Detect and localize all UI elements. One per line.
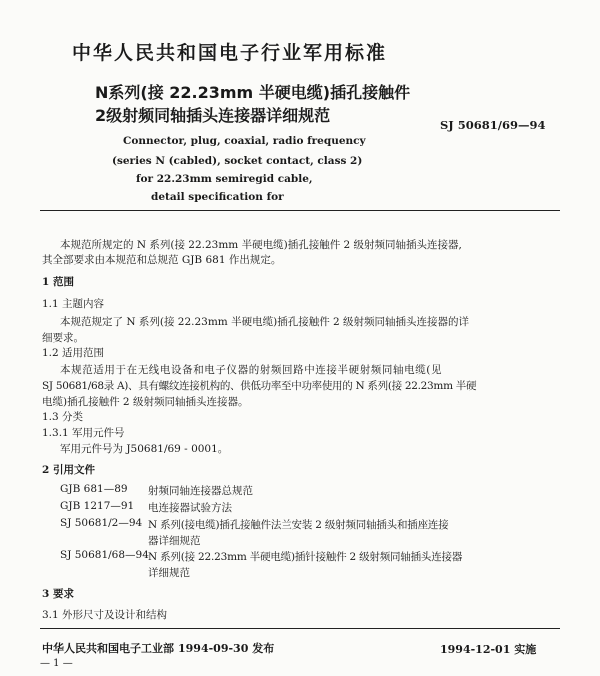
reference-code: GJB 1217—91	[60, 500, 135, 512]
section-1-2-heading: 1.2 适用范围	[42, 347, 105, 359]
section-1-2-line3: 电缆)插孔接触件 2 级射频同轴插头连接器。	[42, 396, 249, 408]
intro-line2: 其全部要求由本规范和总规范 GJB 681 作出规定。	[42, 254, 282, 266]
header-rule	[40, 210, 560, 211]
title-cn-line1: N系列(接 22.23mm 半硬电缆)插孔接触件	[95, 83, 411, 102]
section-3-1-heading: 3.1 外形尺寸及设计和结构	[42, 609, 168, 621]
publisher-title: 中华人民共和国电子行业军用标准	[72, 42, 388, 64]
reference-code: SJ 50681/2—94	[60, 517, 143, 529]
effective-date: 1994-12-01 实施	[440, 643, 537, 656]
intro-line1: 本规范所规定的 N 系列(接 22.23mm 半硬电缆)插孔接触件 2 级射频同轴插头连接器,	[60, 239, 462, 251]
reference-desc-cont: 详细规范	[148, 567, 190, 579]
section-1-1-line1: 本规范规定了 N 系列(接 22.23mm 半硬电缆)插孔接触件 2 级射频同轴插头连接器的详	[60, 316, 470, 328]
title-en-line4: detail specification for	[151, 191, 284, 203]
reference-desc: N 系列(接 22.23mm 半硬电缆)插针接触件 2 级射频同轴插头连接器	[148, 551, 463, 563]
footer-rule	[40, 628, 560, 629]
reference-desc-cont: 器详细规范	[148, 535, 201, 547]
section-1-2-line2: SJ 50681/68录 A)、具有螺纹连接机构的、供低功率至中功率使用的 N 系列(接 22.23mm 半硬	[42, 380, 477, 392]
title-cn-line2: 2级射频同轴插头连接器详细规范	[95, 106, 331, 125]
title-en-line2: (series N (cabled), socket contact, class 2)	[112, 155, 363, 167]
reference-desc: 射频同轴连接器总规范	[148, 485, 253, 497]
page-number: — 1 —	[40, 658, 73, 669]
section-1-2-line1: 本规范适用于在无线电设备和电子仪器的射频回路中连接半硬射频同轴电缆(见	[60, 364, 443, 376]
section-1-heading: 1 范围	[42, 276, 74, 288]
section-1-1-heading: 1.1 主题内容	[42, 298, 105, 310]
section-1-1-line2: 细要求。	[42, 332, 84, 344]
title-en-line1: Connector, plug, coaxial, radio frequency	[123, 135, 366, 147]
title-en-line3: for 22.23mm semiregid cable,	[136, 173, 313, 185]
section-3-heading: 3 要求	[42, 588, 74, 600]
issue-date: 1994-09-30 发布	[178, 642, 275, 655]
section-1-3-1-heading: 1.3.1 军用元件号	[42, 427, 125, 439]
standard-number: SJ 50681/69—94	[440, 118, 546, 132]
reference-code: SJ 50681/68—94	[60, 549, 149, 561]
reference-desc: N 系列(接电缆)插孔接触件法兰安装 2 级射频同轴插头和插座连接	[148, 519, 449, 531]
section-2-heading: 2 引用文件	[42, 464, 95, 476]
issuer: 中华人民共和国电子工业部	[42, 642, 174, 655]
section-1-3-heading: 1.3 分类	[42, 411, 84, 423]
reference-code: GJB 681—89	[60, 483, 128, 495]
reference-desc: 电连接器试验方法	[148, 502, 232, 514]
section-1-3-1-text: 军用元件号为 J50681/69 - 0001。	[60, 443, 229, 455]
